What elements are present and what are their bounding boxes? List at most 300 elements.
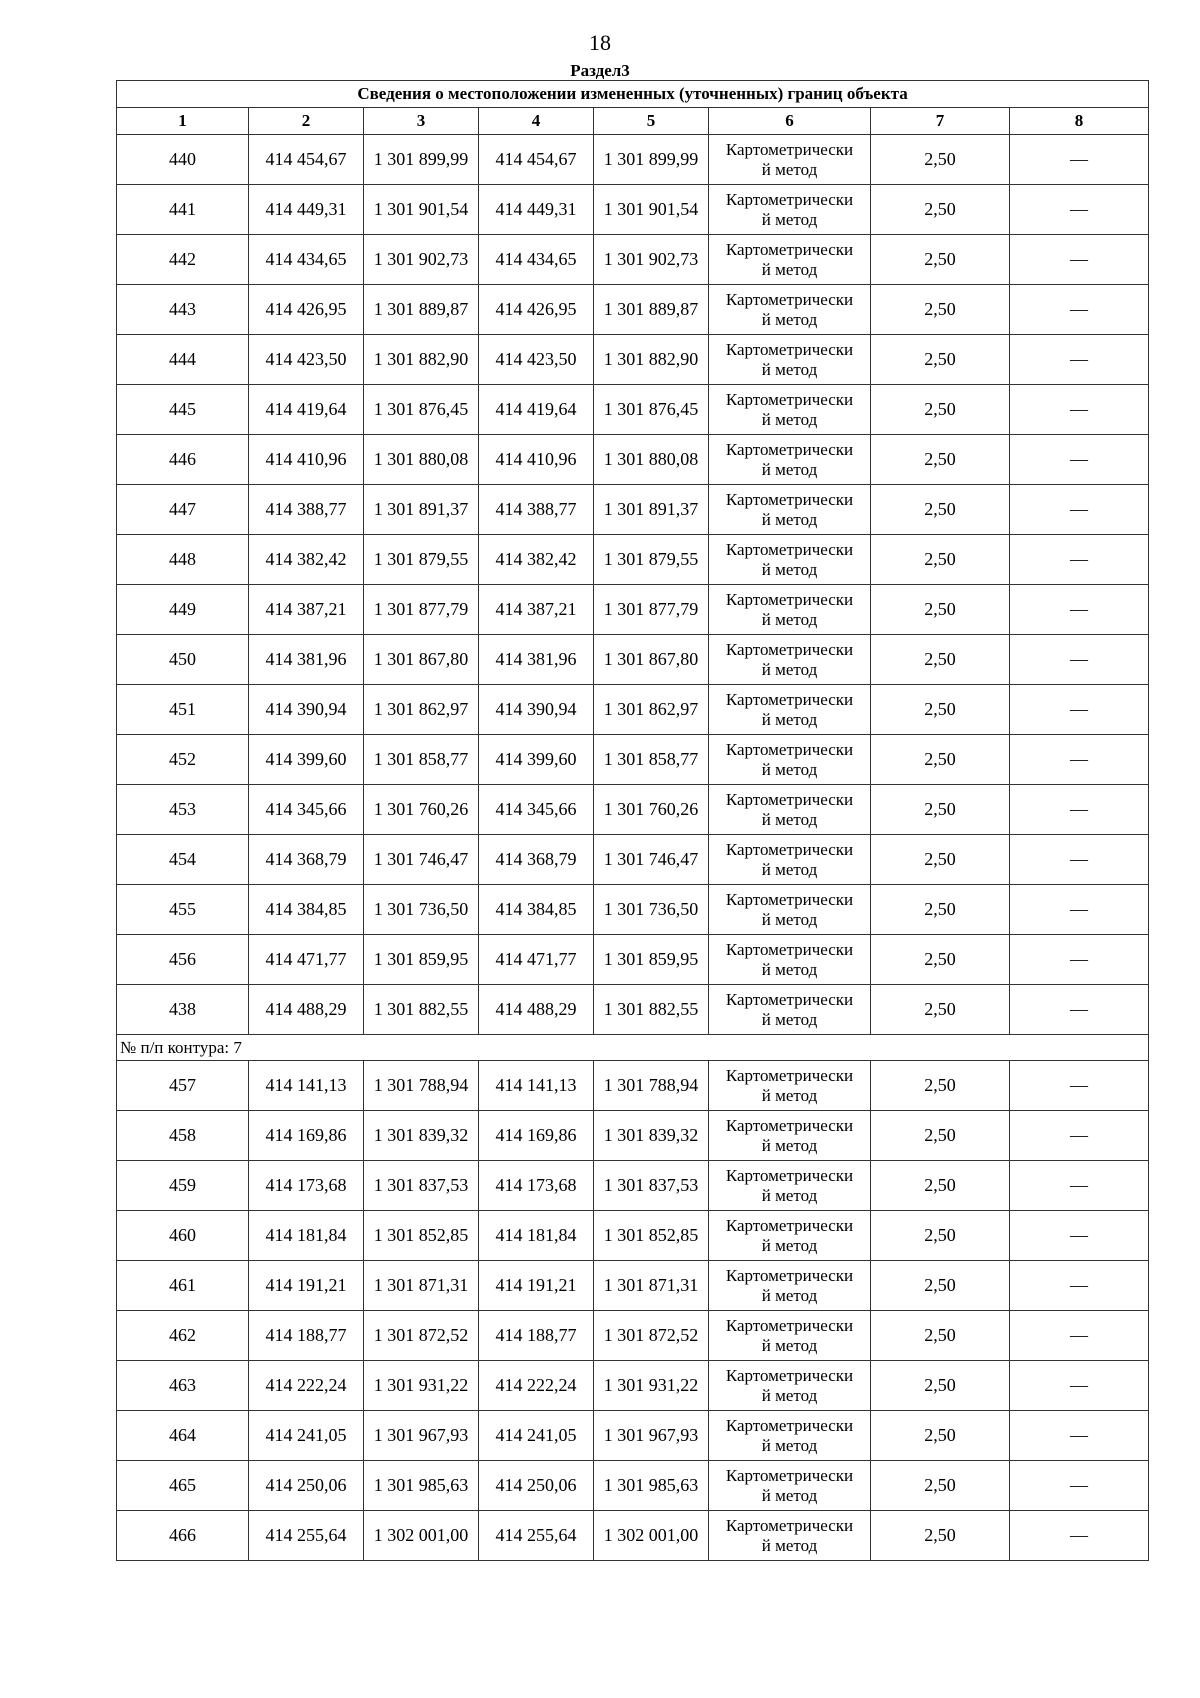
precision-cell: 2,50 <box>871 935 1010 985</box>
method-cell <box>709 885 871 935</box>
boundary-coordinates-table <box>116 80 1149 1561</box>
dash-cell: — <box>1010 735 1149 785</box>
method-text-line: Картометрически <box>725 439 854 459</box>
point-number-cell: 444 <box>117 335 249 385</box>
y-coordinate-cell: 1 301 931,22 <box>364 1361 479 1411</box>
y-coordinate-cell: 1 301 788,94 <box>594 1061 709 1111</box>
y-coordinate-cell: 1 301 852,85 <box>364 1211 479 1261</box>
table-row <box>117 985 1149 1035</box>
point-number-cell: 445 <box>117 385 249 435</box>
contour-label: № п/п контура: 7 <box>117 1035 1149 1061</box>
method-cell <box>709 1411 871 1461</box>
table-row <box>117 135 1149 185</box>
dash-cell: — <box>1010 135 1149 185</box>
precision-cell: 2,50 <box>871 1211 1010 1261</box>
y-coordinate-cell: 1 301 858,77 <box>594 735 709 785</box>
x-coordinate-cell: 414 141,13 <box>249 1061 364 1111</box>
precision-cell: 2,50 <box>871 735 1010 785</box>
point-number-cell: 451 <box>117 685 249 735</box>
x-coordinate-cell: 414 384,85 <box>479 885 594 935</box>
precision-cell: 2,50 <box>871 885 1010 935</box>
method-text-line: й метод <box>761 1135 818 1155</box>
y-coordinate-cell: 1 301 746,47 <box>364 835 479 885</box>
x-coordinate-cell: 414 255,64 <box>479 1511 594 1561</box>
dash-cell: — <box>1010 235 1149 285</box>
y-coordinate-cell: 1 301 839,32 <box>594 1111 709 1161</box>
x-coordinate-cell: 414 488,29 <box>249 985 364 1035</box>
method-text-line: Картометрически <box>725 689 854 709</box>
y-coordinate-cell: 1 301 867,80 <box>364 635 479 685</box>
precision-cell: 2,50 <box>871 835 1010 885</box>
y-coordinate-cell: 1 302 001,00 <box>364 1511 479 1561</box>
method-cell <box>709 785 871 835</box>
method-text-line: й метод <box>761 1485 818 1505</box>
method-text-line: Картометрически <box>725 789 854 809</box>
method-text-line: й метод <box>761 1435 818 1455</box>
x-coordinate-cell: 414 426,95 <box>249 285 364 335</box>
x-coordinate-cell: 414 382,42 <box>249 535 364 585</box>
y-coordinate-cell: 1 301 899,99 <box>364 135 479 185</box>
precision-cell: 2,50 <box>871 1311 1010 1361</box>
method-cell <box>709 635 871 685</box>
dash-cell: — <box>1010 785 1149 835</box>
dash-cell: — <box>1010 1261 1149 1311</box>
y-coordinate-cell: 1 301 901,54 <box>364 185 479 235</box>
method-text-line: й метод <box>761 459 818 479</box>
x-coordinate-cell: 414 250,06 <box>249 1461 364 1511</box>
dash-cell: — <box>1010 1361 1149 1411</box>
precision-cell: 2,50 <box>871 185 1010 235</box>
method-text-line: й метод <box>761 409 818 429</box>
x-coordinate-cell: 414 449,31 <box>249 185 364 235</box>
method-text-line: й метод <box>761 809 818 829</box>
x-coordinate-cell: 414 255,64 <box>249 1511 364 1561</box>
method-text-line: й метод <box>761 359 818 379</box>
precision-cell: 2,50 <box>871 1261 1010 1311</box>
point-number-cell: 458 <box>117 1111 249 1161</box>
method-text-line: й метод <box>761 1235 818 1255</box>
x-coordinate-cell: 414 387,21 <box>249 585 364 635</box>
method-text-line: Картометрически <box>725 289 854 309</box>
point-number-cell: 449 <box>117 585 249 635</box>
y-coordinate-cell: 1 301 879,55 <box>364 535 479 585</box>
point-number-cell: 460 <box>117 1211 249 1261</box>
point-number-cell: 464 <box>117 1411 249 1461</box>
table-row <box>117 1461 1149 1511</box>
point-number-cell: 457 <box>117 1061 249 1111</box>
precision-cell: 2,50 <box>871 785 1010 835</box>
x-coordinate-cell: 414 241,05 <box>249 1411 364 1461</box>
method-cell <box>709 735 871 785</box>
dash-cell: — <box>1010 585 1149 635</box>
x-coordinate-cell: 414 419,64 <box>479 385 594 435</box>
x-coordinate-cell: 414 181,84 <box>249 1211 364 1261</box>
y-coordinate-cell: 1 301 877,79 <box>594 585 709 635</box>
dash-cell: — <box>1010 1211 1149 1261</box>
method-text-line: Картометрически <box>725 1315 854 1335</box>
y-coordinate-cell: 1 301 880,08 <box>594 435 709 485</box>
table-row <box>117 585 1149 635</box>
column-number: 7 <box>871 108 1010 135</box>
method-text-line: Картометрически <box>725 139 854 159</box>
table-row <box>117 535 1149 585</box>
column-number: 5 <box>594 108 709 135</box>
method-text-line: й метод <box>761 559 818 579</box>
precision-cell: 2,50 <box>871 1161 1010 1211</box>
method-cell <box>709 385 871 435</box>
y-coordinate-cell: 1 301 859,95 <box>364 935 479 985</box>
x-coordinate-cell: 414 471,77 <box>249 935 364 985</box>
dash-cell: — <box>1010 885 1149 935</box>
x-coordinate-cell: 414 368,79 <box>249 835 364 885</box>
table-row <box>117 1311 1149 1361</box>
x-coordinate-cell: 414 241,05 <box>479 1411 594 1461</box>
precision-cell: 2,50 <box>871 335 1010 385</box>
y-coordinate-cell: 1 301 862,97 <box>594 685 709 735</box>
x-coordinate-cell: 414 388,77 <box>479 485 594 535</box>
method-cell <box>709 1111 871 1161</box>
method-text-line: й метод <box>761 1385 818 1405</box>
table-row <box>117 235 1149 285</box>
table-row <box>117 785 1149 835</box>
x-coordinate-cell: 414 250,06 <box>479 1461 594 1511</box>
method-cell <box>709 1361 871 1411</box>
precision-cell: 2,50 <box>871 235 1010 285</box>
point-number-cell: 461 <box>117 1261 249 1311</box>
method-cell <box>709 1061 871 1111</box>
method-text-line: Картометрически <box>725 839 854 859</box>
method-text-line: Картометрически <box>725 539 854 559</box>
y-coordinate-cell: 1 301 902,73 <box>594 235 709 285</box>
x-coordinate-cell: 414 384,85 <box>249 885 364 935</box>
x-coordinate-cell: 414 390,94 <box>249 685 364 735</box>
precision-cell: 2,50 <box>871 1411 1010 1461</box>
method-cell <box>709 435 871 485</box>
precision-cell: 2,50 <box>871 135 1010 185</box>
method-text-line: й метод <box>761 909 818 929</box>
y-coordinate-cell: 1 301 867,80 <box>594 635 709 685</box>
table-row <box>117 885 1149 935</box>
point-number-cell: 454 <box>117 835 249 885</box>
method-cell <box>709 1261 871 1311</box>
table-row <box>117 1511 1149 1561</box>
y-coordinate-cell: 1 301 985,63 <box>364 1461 479 1511</box>
x-coordinate-cell: 414 173,68 <box>479 1161 594 1211</box>
y-coordinate-cell: 1 301 889,87 <box>594 285 709 335</box>
x-coordinate-cell: 414 449,31 <box>479 185 594 235</box>
dash-cell: — <box>1010 1511 1149 1561</box>
dash-cell: — <box>1010 935 1149 985</box>
y-coordinate-cell: 1 301 788,94 <box>364 1061 479 1111</box>
method-text-line: й метод <box>761 959 818 979</box>
y-coordinate-cell: 1 301 891,37 <box>364 485 479 535</box>
method-text-line: Картометрически <box>725 1465 854 1485</box>
table-row <box>117 1411 1149 1461</box>
precision-cell: 2,50 <box>871 1511 1010 1561</box>
table-row <box>117 1261 1149 1311</box>
method-text-line: й метод <box>761 859 818 879</box>
dash-cell: — <box>1010 635 1149 685</box>
y-coordinate-cell: 1 301 872,52 <box>364 1311 479 1361</box>
dash-cell: — <box>1010 185 1149 235</box>
point-number-cell: 441 <box>117 185 249 235</box>
method-cell <box>709 685 871 735</box>
y-coordinate-cell: 1 301 872,52 <box>594 1311 709 1361</box>
method-text-line: Картометрически <box>725 1265 854 1285</box>
table-row <box>117 485 1149 535</box>
y-coordinate-cell: 1 301 859,95 <box>594 935 709 985</box>
method-text-line: Картометрически <box>725 589 854 609</box>
y-coordinate-cell: 1 301 879,55 <box>594 535 709 585</box>
y-coordinate-cell: 1 301 967,93 <box>364 1411 479 1461</box>
method-text-line: Картометрически <box>725 739 854 759</box>
x-coordinate-cell: 414 222,24 <box>479 1361 594 1411</box>
dash-cell: — <box>1010 285 1149 335</box>
x-coordinate-cell: 414 419,64 <box>249 385 364 435</box>
table-row <box>117 435 1149 485</box>
x-coordinate-cell: 414 345,66 <box>249 785 364 835</box>
table-row <box>117 285 1149 335</box>
method-text-line: Картометрически <box>725 189 854 209</box>
x-coordinate-cell: 414 488,29 <box>479 985 594 1035</box>
precision-cell: 2,50 <box>871 685 1010 735</box>
y-coordinate-cell: 1 301 901,54 <box>594 185 709 235</box>
y-coordinate-cell: 1 301 902,73 <box>364 235 479 285</box>
table-row <box>117 735 1149 785</box>
method-text-line: Картометрически <box>725 339 854 359</box>
y-coordinate-cell: 1 302 001,00 <box>594 1511 709 1561</box>
y-coordinate-cell: 1 301 882,90 <box>364 335 479 385</box>
point-number-cell: 447 <box>117 485 249 535</box>
column-number: 3 <box>364 108 479 135</box>
dash-cell: — <box>1010 685 1149 735</box>
x-coordinate-cell: 414 382,42 <box>479 535 594 585</box>
table-row <box>117 1211 1149 1261</box>
method-cell <box>709 535 871 585</box>
table-row <box>117 635 1149 685</box>
method-text-line: Картометрически <box>725 639 854 659</box>
y-coordinate-cell: 1 301 862,97 <box>364 685 479 735</box>
dash-cell: — <box>1010 535 1149 585</box>
table-body <box>117 135 1149 1561</box>
x-coordinate-cell: 414 410,96 <box>479 435 594 485</box>
method-cell <box>709 485 871 535</box>
column-number: 4 <box>479 108 594 135</box>
table-row <box>117 335 1149 385</box>
precision-cell: 2,50 <box>871 485 1010 535</box>
x-coordinate-cell: 414 410,96 <box>249 435 364 485</box>
x-coordinate-cell: 414 181,84 <box>479 1211 594 1261</box>
method-cell <box>709 1311 871 1361</box>
method-cell <box>709 235 871 285</box>
dash-cell: — <box>1010 1111 1149 1161</box>
x-coordinate-cell: 414 191,21 <box>479 1261 594 1311</box>
method-cell <box>709 1211 871 1261</box>
y-coordinate-cell: 1 301 891,37 <box>594 485 709 535</box>
table-row <box>117 1061 1149 1111</box>
method-cell <box>709 1511 871 1561</box>
point-number-cell: 446 <box>117 435 249 485</box>
point-number-cell: 440 <box>117 135 249 185</box>
x-coordinate-cell: 414 381,96 <box>479 635 594 685</box>
section-title: Раздел3 <box>570 61 630 80</box>
point-number-cell: 463 <box>117 1361 249 1411</box>
x-coordinate-cell: 414 423,50 <box>479 335 594 385</box>
point-number-cell: 443 <box>117 285 249 335</box>
table-row <box>117 185 1149 235</box>
precision-cell: 2,50 <box>871 535 1010 585</box>
dash-cell: — <box>1010 1061 1149 1111</box>
method-text-line: Картометрически <box>725 1065 854 1085</box>
table-row <box>117 685 1149 735</box>
precision-cell: 2,50 <box>871 1461 1010 1511</box>
point-number-cell: 450 <box>117 635 249 685</box>
point-number-cell: 462 <box>117 1311 249 1361</box>
x-coordinate-cell: 414 426,95 <box>479 285 594 335</box>
y-coordinate-cell: 1 301 882,55 <box>364 985 479 1035</box>
method-text-line: й метод <box>761 1285 818 1305</box>
y-coordinate-cell: 1 301 889,87 <box>364 285 479 335</box>
y-coordinate-cell: 1 301 899,99 <box>594 135 709 185</box>
method-cell <box>709 135 871 185</box>
method-cell <box>709 935 871 985</box>
table-caption: Сведения о местоположении измененных (уточненных) границ объекта <box>117 81 1149 108</box>
method-text-line: й метод <box>761 709 818 729</box>
table-row <box>117 1161 1149 1211</box>
table-row <box>117 1111 1149 1161</box>
point-number-cell: 465 <box>117 1461 249 1511</box>
method-cell <box>709 1161 871 1211</box>
method-text-line: й метод <box>761 1535 818 1555</box>
precision-cell: 2,50 <box>871 985 1010 1035</box>
x-coordinate-cell: 414 454,67 <box>249 135 364 185</box>
method-cell <box>709 185 871 235</box>
method-text-line: й метод <box>761 1085 818 1105</box>
y-coordinate-cell: 1 301 882,90 <box>594 335 709 385</box>
x-coordinate-cell: 414 390,94 <box>479 685 594 735</box>
table-row <box>117 935 1149 985</box>
method-text-line: й метод <box>761 509 818 529</box>
precision-cell: 2,50 <box>871 435 1010 485</box>
y-coordinate-cell: 1 301 746,47 <box>594 835 709 885</box>
dash-cell: — <box>1010 1411 1149 1461</box>
point-number-cell: 442 <box>117 235 249 285</box>
method-text-line: Картометрически <box>725 1515 854 1535</box>
precision-cell: 2,50 <box>871 285 1010 335</box>
method-text-line: й метод <box>761 609 818 629</box>
column-number: 1 <box>117 108 249 135</box>
dash-cell: — <box>1010 985 1149 1035</box>
dash-cell: — <box>1010 835 1149 885</box>
method-text-line: й метод <box>761 159 818 179</box>
column-number-row <box>117 108 1149 135</box>
x-coordinate-cell: 414 222,24 <box>249 1361 364 1411</box>
method-cell <box>709 985 871 1035</box>
dash-cell: — <box>1010 335 1149 385</box>
y-coordinate-cell: 1 301 837,53 <box>594 1161 709 1211</box>
dash-cell: — <box>1010 1461 1149 1511</box>
method-cell <box>709 285 871 335</box>
method-text-line: Картометрически <box>725 1215 854 1235</box>
x-coordinate-cell: 414 169,86 <box>249 1111 364 1161</box>
x-coordinate-cell: 414 399,60 <box>479 735 594 785</box>
dash-cell: — <box>1010 1161 1149 1211</box>
dash-cell: — <box>1010 385 1149 435</box>
point-number-cell: 448 <box>117 535 249 585</box>
point-number-cell: 455 <box>117 885 249 935</box>
dash-cell: — <box>1010 1311 1149 1361</box>
y-coordinate-cell: 1 301 967,93 <box>594 1411 709 1461</box>
y-coordinate-cell: 1 301 858,77 <box>364 735 479 785</box>
y-coordinate-cell: 1 301 852,85 <box>594 1211 709 1261</box>
y-coordinate-cell: 1 301 876,45 <box>594 385 709 435</box>
y-coordinate-cell: 1 301 871,31 <box>364 1261 479 1311</box>
x-coordinate-cell: 414 141,13 <box>479 1061 594 1111</box>
x-coordinate-cell: 414 434,65 <box>479 235 594 285</box>
point-number-cell: 466 <box>117 1511 249 1561</box>
precision-cell: 2,50 <box>871 585 1010 635</box>
x-coordinate-cell: 414 423,50 <box>249 335 364 385</box>
method-cell <box>709 835 871 885</box>
y-coordinate-cell: 1 301 736,50 <box>594 885 709 935</box>
y-coordinate-cell: 1 301 882,55 <box>594 985 709 1035</box>
x-coordinate-cell: 414 388,77 <box>249 485 364 535</box>
table-caption-row <box>117 81 1149 108</box>
contour-row <box>117 1035 1149 1061</box>
table-row <box>117 1361 1149 1411</box>
column-number: 8 <box>1010 108 1149 135</box>
method-text-line: Картометрически <box>725 389 854 409</box>
method-text-line: Картометрически <box>725 989 854 1009</box>
y-coordinate-cell: 1 301 871,31 <box>594 1261 709 1311</box>
y-coordinate-cell: 1 301 760,26 <box>594 785 709 835</box>
x-coordinate-cell: 414 173,68 <box>249 1161 364 1211</box>
precision-cell: 2,50 <box>871 385 1010 435</box>
precision-cell: 2,50 <box>871 635 1010 685</box>
method-text-line: й метод <box>761 659 818 679</box>
precision-cell: 2,50 <box>871 1111 1010 1161</box>
y-coordinate-cell: 1 301 985,63 <box>594 1461 709 1511</box>
point-number-cell: 459 <box>117 1161 249 1211</box>
point-number-cell: 438 <box>117 985 249 1035</box>
x-coordinate-cell: 414 188,77 <box>249 1311 364 1361</box>
page-number: 18 <box>589 30 611 55</box>
x-coordinate-cell: 414 191,21 <box>249 1261 364 1311</box>
method-text-line: й метод <box>761 1185 818 1205</box>
method-text-line: Картометрически <box>725 1115 854 1135</box>
x-coordinate-cell: 414 169,86 <box>479 1111 594 1161</box>
column-number: 2 <box>249 108 364 135</box>
column-number: 6 <box>709 108 871 135</box>
method-cell <box>709 1461 871 1511</box>
x-coordinate-cell: 414 399,60 <box>249 735 364 785</box>
method-text-line: Картометрически <box>725 939 854 959</box>
y-coordinate-cell: 1 301 736,50 <box>364 885 479 935</box>
x-coordinate-cell: 414 345,66 <box>479 785 594 835</box>
x-coordinate-cell: 414 454,67 <box>479 135 594 185</box>
method-text-line: й метод <box>761 1335 818 1355</box>
x-coordinate-cell: 414 434,65 <box>249 235 364 285</box>
method-text-line: й метод <box>761 309 818 329</box>
method-cell <box>709 585 871 635</box>
method-text-line: Картометрически <box>725 489 854 509</box>
method-text-line: Картометрически <box>725 1365 854 1385</box>
point-number-cell: 452 <box>117 735 249 785</box>
precision-cell: 2,50 <box>871 1061 1010 1111</box>
method-text-line: Картометрически <box>725 889 854 909</box>
x-coordinate-cell: 414 387,21 <box>479 585 594 635</box>
y-coordinate-cell: 1 301 839,32 <box>364 1111 479 1161</box>
